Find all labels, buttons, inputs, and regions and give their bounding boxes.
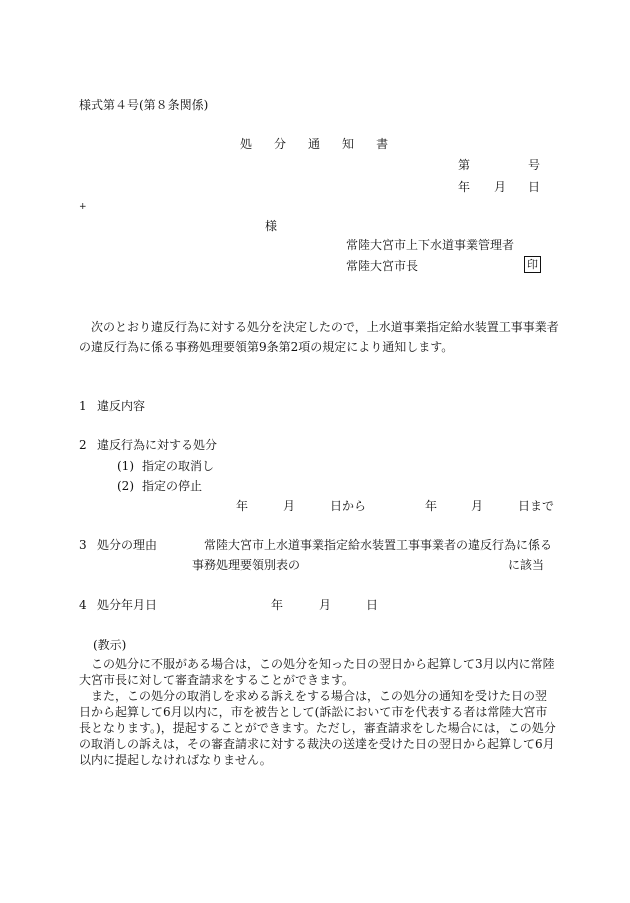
item-4-label: 処分年月日 [97,598,158,612]
title-char: 分 [274,137,287,151]
plus-mark: + [79,202,87,212]
form-number: 様式第４号(第８条関係) [79,98,209,112]
title-char: 処 [240,137,253,151]
title-char: 知 [342,137,355,151]
item-2-number: 2 [79,438,87,452]
item-4-number: 4 [79,598,87,612]
item-4-day: 日 [366,598,379,612]
item-3-label: 処分の理由 [97,538,158,552]
item-4-month: 月 [319,598,332,612]
notice-paragraph-2: また，この処分の取消しを求める訴えをする場合は，この処分の通知を受けた日の翌日から起算して6月以内に，市を被告として(訴訟において市を代表する者は常陸大宮市長となります。)，提起することができます。ただし，審査請求をした場合には，この処分の取消しの訴えは，その審査請求に対する裁決の送達を受けた日の翌日から起算して6月以内に提起しなければなりません。 [79,689,556,767]
item-2-sub2-number: (2) [117,479,134,493]
addressee-suffix: 様 [265,219,278,233]
notice-heading: (教示) [93,638,127,652]
title-char: 書 [376,137,389,151]
item-2-sub1-number: (1) [117,459,134,473]
issuer-name: 常陸大宮市長 [346,259,419,273]
intro-line-1: 次のとおり違反行為に対する処分を決定したので，上水道事業指定給水装置工事事業者 [91,320,559,334]
date-year: 年 [458,180,471,194]
issuer-title: 常陸大宮市上下水道事業管理者 [346,238,515,252]
period-day-from: 日から [330,499,367,513]
item-3-reason-applies: に該当 [508,558,545,572]
item-3-number: 3 [79,538,87,552]
item-3-reason-line-1: 常陸大宮市上水道事業指定給水装置工事事業者の違反行為に係る [204,538,553,552]
item-4-year: 年 [271,598,284,612]
intro-line-2: の違反行為に係る事務処理要領第9条第2項の規定により通知します。 [79,340,454,354]
item-2-sub1-label: 指定の取消し [142,459,215,473]
item-2-sub2-label: 指定の停止 [142,479,203,493]
period-day-to: 日まで [518,499,555,513]
item-1-label: 違反内容 [97,399,146,413]
period-month-to: 月 [471,499,484,513]
seal-mark: 印 [524,256,541,273]
title-char: 通 [308,137,321,151]
doc-number-suffix: 号 [528,158,541,172]
doc-number-prefix: 第 [458,158,471,172]
item-1-number: 1 [79,399,87,413]
date-month: 月 [494,180,507,194]
item-3-reason-line-2: 事務処理要領別表の [192,558,301,572]
notice-paragraph-1: この処分に不服がある場合は，この処分を知った日の翌日から起算して3月以内に常陸大宮市長に対して審査請求をすることができます。 [79,657,555,687]
period-year-from: 年 [236,499,249,513]
period-year-to: 年 [425,499,438,513]
date-day: 日 [528,180,541,194]
document-title [240,136,410,152]
period-month-from: 月 [283,499,296,513]
item-2-label: 違反行為に対する処分 [97,438,218,452]
